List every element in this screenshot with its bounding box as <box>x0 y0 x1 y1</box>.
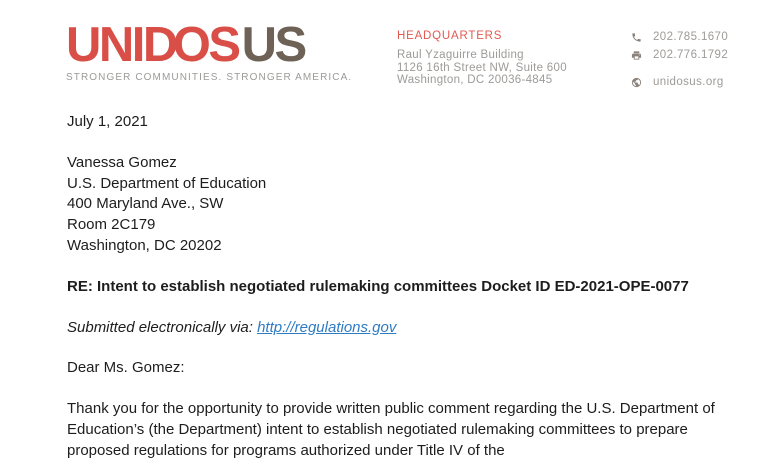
logo-part-us: US <box>241 18 305 72</box>
logo-part-unid: UNID <box>66 18 176 72</box>
submitted-line <box>67 318 717 339</box>
recipient-street: 400 Maryland Ave., SW <box>67 195 224 213</box>
recipient-room: Room 2C179 <box>67 216 156 234</box>
unidosus-logo <box>66 18 353 83</box>
globe-icon <box>631 77 642 88</box>
website-row <box>631 76 728 88</box>
logo-tagline: STRONGER COMMUNITIES. STRONGER AMERICA. <box>66 72 353 83</box>
recipient-city: Washington, DC 20202 <box>67 236 222 254</box>
letter-body <box>67 112 717 467</box>
recipient-name: Vanessa Gomez <box>67 153 177 171</box>
submitted-prefix: Submitted electronically via: <box>67 318 258 336</box>
re-subject-line: RE: Intent to establish negotiated rulemaking committees Docket ID ED-2021-OPE-0077 <box>67 277 689 295</box>
fax-row <box>631 49 728 61</box>
headquarters-block <box>397 30 567 87</box>
headquarters-label: HEADQUARTERS <box>397 30 503 42</box>
phone-number: 202.785.1670 <box>653 31 729 43</box>
recipient-org: U.S. Department of Education <box>67 174 267 192</box>
unidosus-wordmark <box>66 18 352 72</box>
body-paragraph: Thank you for the opportunity to provide written public comment regarding the U.S. Department of Education’s (the Department) intent to establish negotiated rulemaking committees to prepare proposed regulations for programs authorized under Title IV of the <box>67 400 715 459</box>
recipient-address-block <box>67 153 717 257</box>
phone-icon <box>631 32 642 43</box>
contact-block <box>631 31 728 94</box>
fax-icon <box>631 50 642 61</box>
headquarters-address-line: Washington, DC 20036-4845 <box>397 74 553 86</box>
website-url[interactable]: unidosus.org <box>653 76 724 88</box>
fax-number: 202.776.1792 <box>653 49 729 61</box>
regulations-gov-link[interactable]: http://regulations.gov <box>257 318 397 336</box>
headquarters-address-line: Raul Yzaguirre Building <box>397 49 524 61</box>
headquarters-address-line: 1126 16th Street NW, Suite 600 <box>397 61 567 74</box>
logo-part-os: OS <box>172 18 239 72</box>
letter-date: July 1, 2021 <box>67 113 148 130</box>
salutation: Dear Ms. Gomez: <box>67 359 185 377</box>
phone-row <box>631 31 728 43</box>
